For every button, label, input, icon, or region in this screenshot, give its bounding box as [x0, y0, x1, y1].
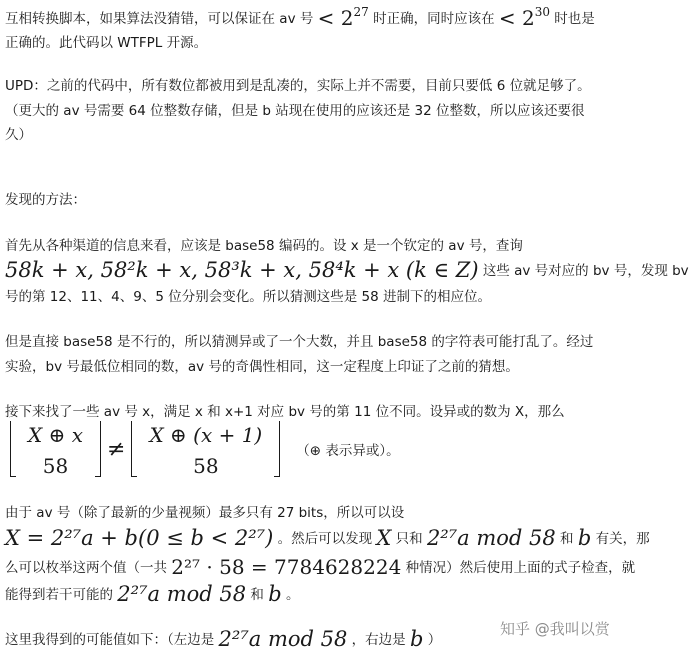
zhihu-watermark: 知乎 @我叫以赏: [500, 620, 610, 638]
para3-line-3: 号的第 12、11、4、9、5 位分别会变化。所以猜测这些是 58 进制下的相应位。: [5, 289, 491, 305]
para3-line-1: 首先从各种渠道的信息来看，应该是 base58 编码的。设 x 是一个钦定的 av 号，查询: [5, 238, 523, 254]
upd-line-2: （更大的 av 号需要 64 位整数存储，但是 b 站现在使用的应该还是 32 位整数，所以应该还要很: [5, 103, 585, 119]
frac1-numerator: X ⊕ x: [28, 423, 83, 447]
intro-paragraph: 互相转换脚本，如果算法没猜错，可以保证在 av 号 < $2^{27}$ 时正确，同时应该在 < $2^{30}$ 时也是: [5, 5, 595, 30]
upd-line-1: UPD：之前的代码中，所有数位都被用到是乱凑的，实际上并不需要，目前只要低 6 位就足够了。: [5, 78, 591, 94]
frac2-numerator: X ⊕ (x + 1): [149, 423, 263, 447]
floor-inequality: [8, 418, 400, 480]
intro-line-2: 正确的。此代码以 WTFPL 开源。: [5, 35, 208, 51]
math-bound-27: < $2^{27}$: [317, 5, 369, 30]
para6-line-1: 由于 av 号（除了最新的少量视频）最多只有 27 bits，所以可以设: [5, 505, 405, 521]
para5-line-1: 接下来找了一些 av 号 x，满足 x 和 x+1 对应 bv 号的第 11 位不同。设异或的数为 X，那么: [5, 404, 565, 420]
para3-line-2: 58k + x, 58²k + x, 58³k + x, 58⁴k + x (k ∈ Z) 这些 av 号对应的 bv 号，发现 bv: [5, 258, 689, 282]
xor-note: （⊕ 表示异或）。: [296, 443, 400, 459]
para7-line: 这里我得到的可能值如下：（左边是 2²⁷a mod 58 ，右边是 b ）: [5, 627, 442, 651]
para4-line-2: 实验，bv 号最低位相同的数，av 号的奇偶性相同，这一定程度上印证了之前的猜想。: [5, 359, 519, 375]
para4-line-1: 但是直接 base58 是不行的，所以猜测异或了一个大数，并且 base58 的字符表可能打乱了。经过: [5, 334, 594, 350]
frac2-denominator: 58: [193, 454, 219, 478]
frac1-denominator: 58: [42, 454, 69, 478]
method-heading: 发现的方法：: [5, 192, 86, 208]
math-enumeration-count: 2²⁷ · 58 = 7784628224: [171, 555, 402, 579]
para6-line-3: 么可以枚举这两个值（一共 2²⁷ · 58 = 7784628224 种情况）然后使用上面的式子检查，就: [5, 555, 636, 579]
math-x-decomposition: X = 2²⁷a + b(0 ≤ b < 2²⁷): [5, 526, 274, 550]
floor-left: [10, 421, 101, 477]
math-bound-30: < $2^{30}$: [498, 5, 550, 30]
not-equal-sign: ≠: [107, 436, 126, 462]
upd-line-3: 久）: [5, 127, 32, 143]
math-query-set: 58k + x, 58²k + x, 58³k + x, 58⁴k + x (k ∈ Z): [5, 258, 479, 282]
floor-right: [131, 421, 280, 477]
para6-line-2: X = 2²⁷a + b(0 ≤ b < 2²⁷) 。然后可以发现 X 只和 2²⁷a mod 58 和 b 有关，那: [5, 526, 650, 550]
para6-line-4: 能得到若干可能的 2²⁷a mod 58 和 b 。: [5, 582, 300, 606]
